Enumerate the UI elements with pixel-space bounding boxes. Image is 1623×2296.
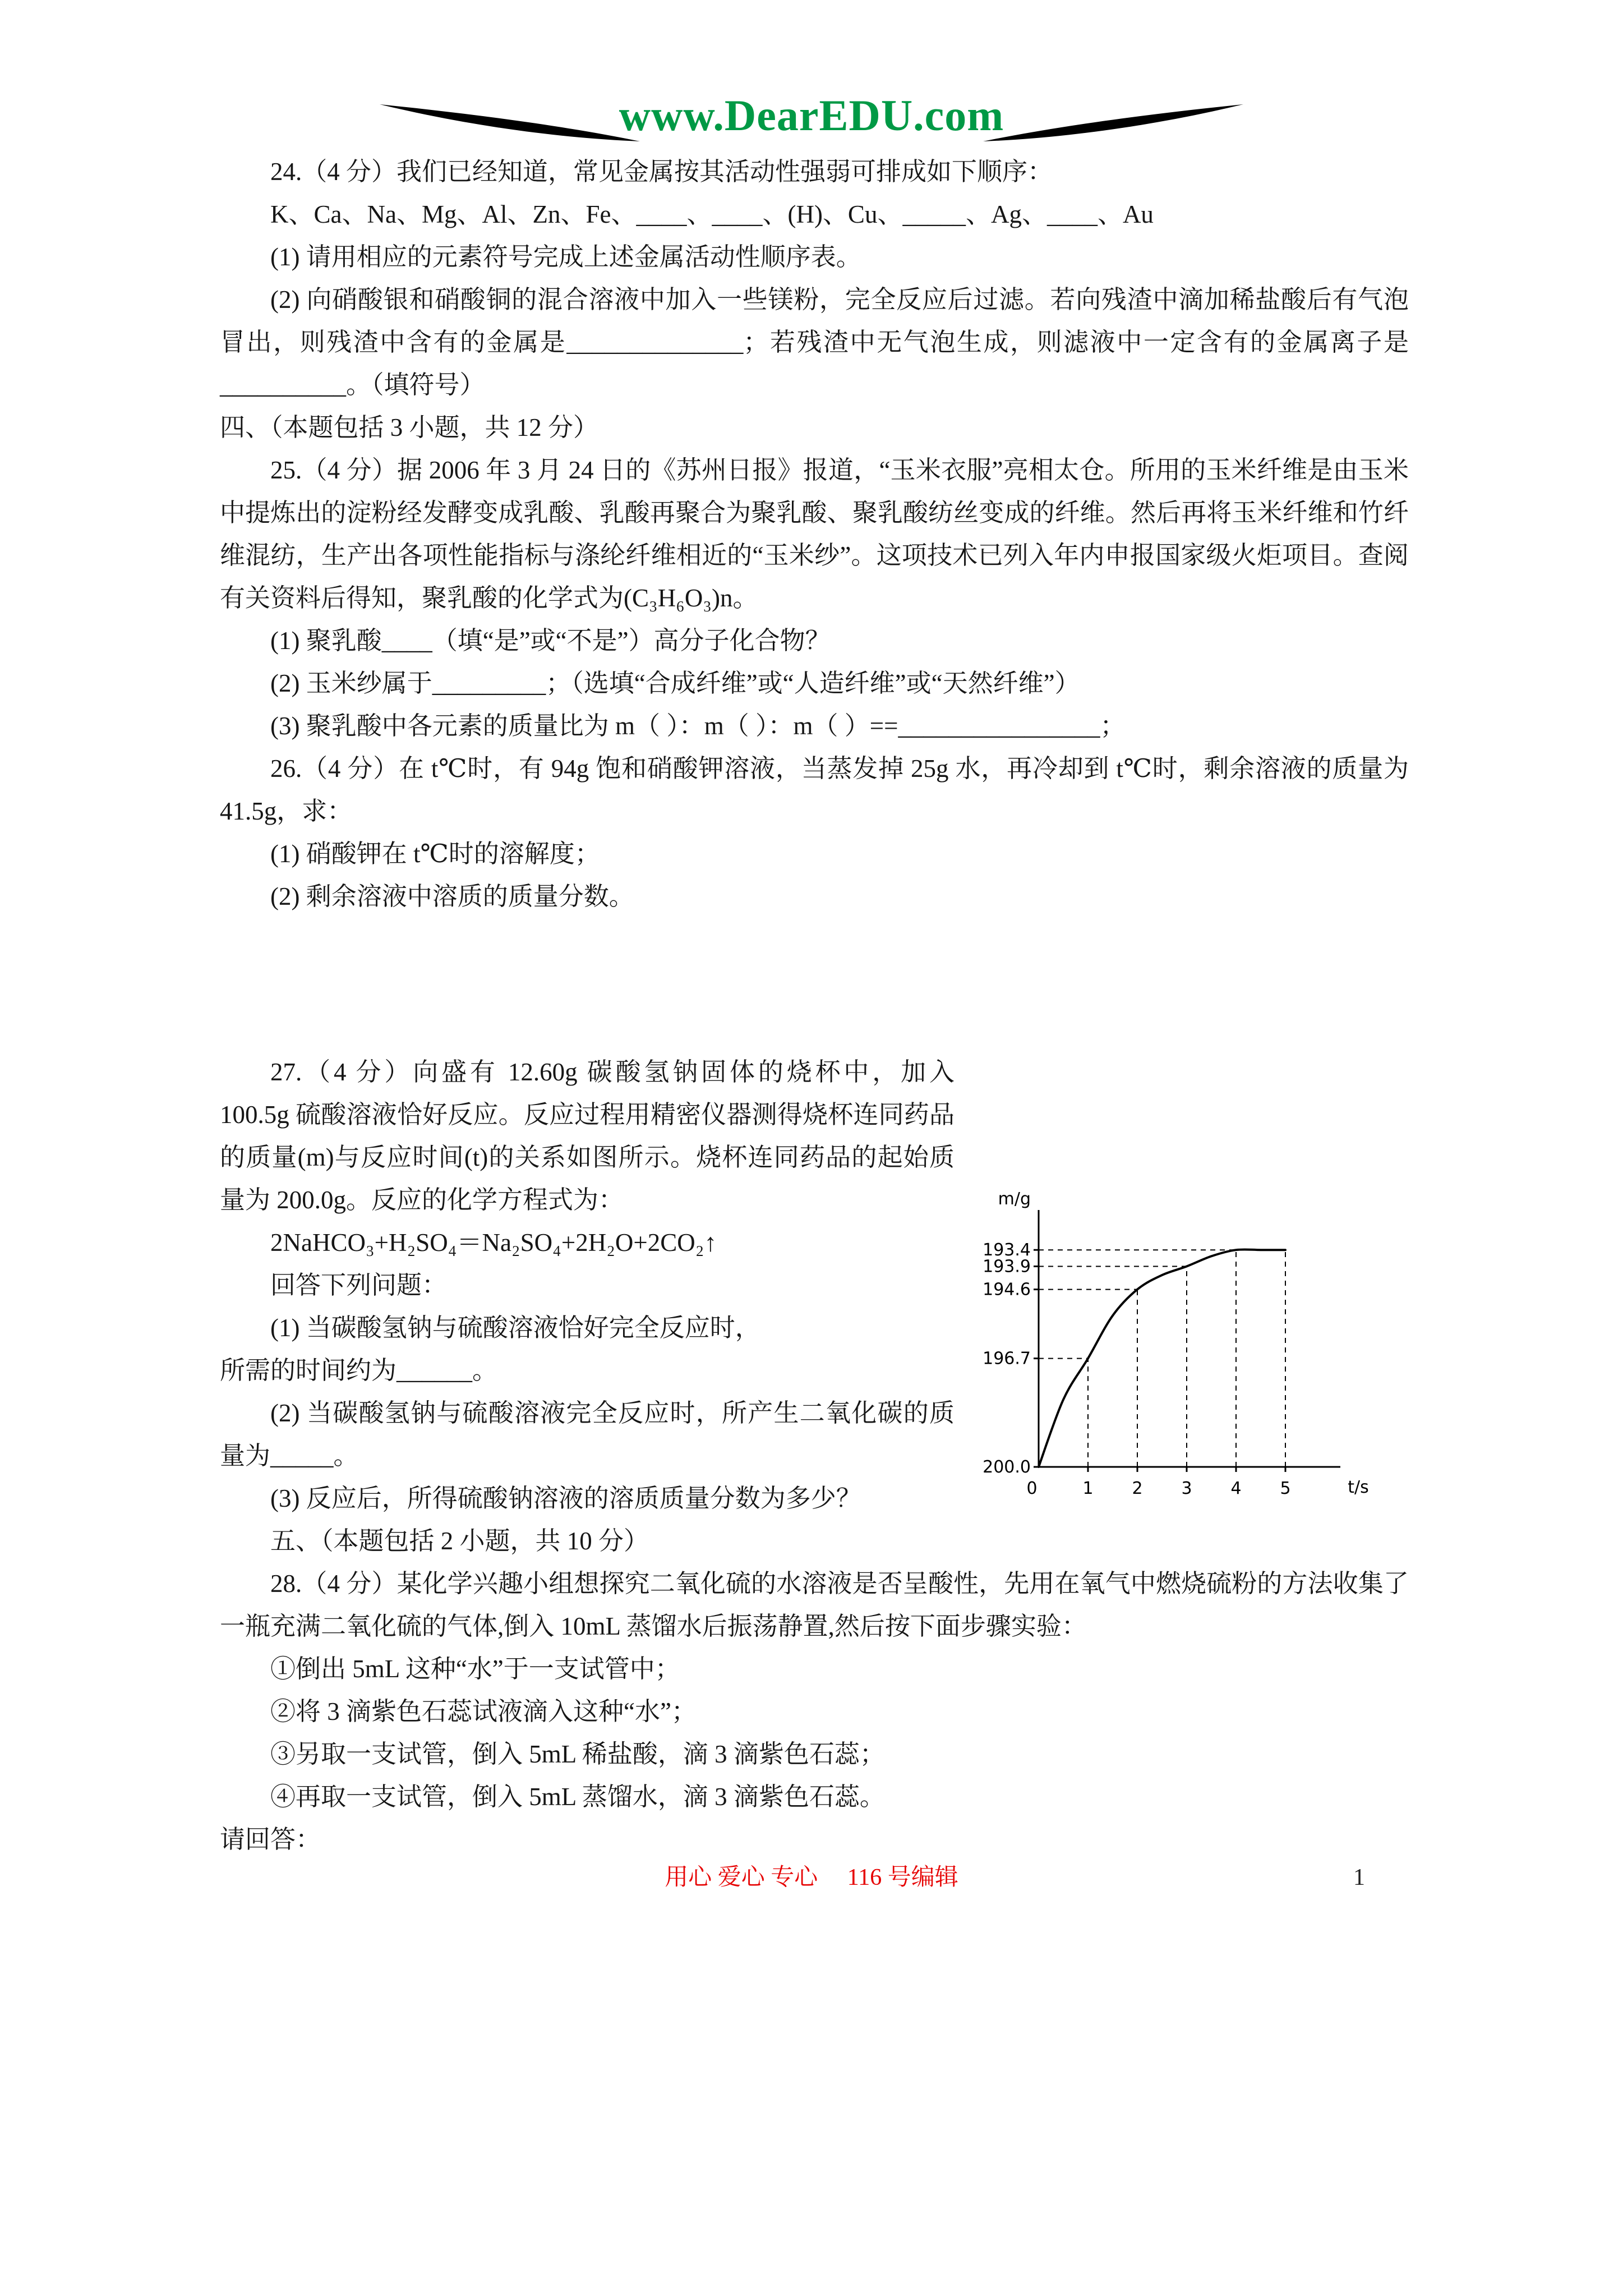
q28-step-4: ④再取一支试管，倒入 5mL 蒸馏水，滴 3 滴紫色石蕊。 [270,1783,885,1811]
svg-text:196.7: 196.7 [983,1349,1031,1369]
site-logo-text: www.DearEDU.com [619,91,1004,140]
page-number: 1 [1353,1865,1365,1890]
q24-item-2: (2) 向硝酸银和硝酸铜的混合溶液中加入一些镁粉，完全反应后过滤。若向残渣中滴加稀盐酸后有气泡冒出，则残渣中含有的金属是______________；若残渣中无气泡生成，则滤液中一定含有的金属离子是__________。（填符号） [220,286,1409,399]
q24-intro: 24.（4 分）我们已经知道，常见金属按其活动性强弱可排成如下顺序： [270,158,1053,186]
document-body [220,150,1409,1861]
q24-metal-activity-series: K、Ca、Na、Mg、Al、Zn、Fe、____、____、(H)、Cu、_____、Ag、____、Au [270,200,1154,228]
q28-step-2: ②将 3 滴紫色石蕊试液滴入这种“水”； [270,1697,697,1726]
q27-item-1-line-1: (1) 当碳酸氢钠与硫酸溶液恰好完全反应时， [270,1314,760,1342]
svg-text:194.6: 194.6 [983,1280,1031,1300]
svg-text:0: 0 [1026,1479,1038,1498]
q25-item-1: (1) 聚乳酸____（填“是”或“不是”）高分子化合物？ [270,627,831,655]
mass-time-chart [966,1175,1381,1512]
q24-item-1: (1) 请用相应的元素符号完成上述金属活动性顺序表。 [270,243,861,271]
svg-text:m/g: m/g [998,1189,1031,1209]
svg-text:193.4: 193.4 [983,1240,1031,1260]
svg-text:t/s: t/s [1348,1478,1369,1497]
question-27 [220,1051,1409,1520]
q27-item-1-line-2: 所需的时间约为______。 [220,1356,498,1384]
q27-item-3: (3) 反应后，所得硫酸钠溶液的溶质质量分数为多少？ [270,1484,861,1512]
q26-item-1: (1) 硝酸钾在 t℃时的溶解度； [270,840,600,868]
header-logo [0,77,1623,146]
q27-intro: 27.（4 分）向盛有 12.60g 碳酸氢钠固体的烧杯中，加入 100.5g 硫酸溶液恰好反应。反应过程用精密仪器测得烧杯连同药品的质量(m)与反应时间(t)的关系如图所示。烧杯连同药品的起始质量为 200.0g。反应的化学方程式为： [220,1058,955,1214]
svg-text:3: 3 [1181,1479,1192,1498]
q28-intro: 28.（4 分）某化学兴趣小组想探究二氧化硫的水溶液是否呈酸性，先用在氧气中燃烧硫粉的方法收集了一瓶充满二氧化硫的气体,倒入 10mL 蒸馏水后振荡静置,然后按下面步骤实验： [220,1570,1409,1640]
q27-item-2: (2) 当碳酸氢钠与硫酸溶液完全反应时，所产生二氧化碳的质量为_____。 [220,1399,955,1470]
svg-text:4: 4 [1230,1479,1242,1498]
footer-motto: 用心 爱心 专心 [665,1865,818,1890]
section-5-heading: 五、（本题包括 2 小题，共 10 分） [270,1527,649,1555]
q25-intro: 25.（4 分）据 2006 年 3 月 24 日的《苏州日报》报道，“玉米衣服”亮相太仓。所用的玉米纤维是由玉米中提炼出的淀粉经发酵变成乳酸、乳酸再聚合为聚乳酸、聚乳酸纺丝变成的纤维。然后再将玉米纤维和竹纤维混纺，生产出各项性能指标与涤纶纤维相近的“玉米纱”。这项技术已列入年内申报国家级火炬项目。查阅有关资料后得知，聚乳酸的化学式为(C₃H₆O₃)n。 [220,456,1409,612]
q26-intro: 26.（4 分）在 t℃时，有 94g 饱和硝酸钾溶液，当蒸发掉 25g 水，再冷却到 t℃时，剩余溶液的质量为 41.5g，求： [220,754,1409,825]
section-4-heading: 四、（本题包括 3 小题，共 12 分） [220,413,599,441]
svg-text:193.9: 193.9 [983,1257,1031,1277]
svg-text:2: 2 [1132,1479,1143,1498]
page-footer [0,1861,1623,1894]
logo-swoosh-right-icon [981,93,1244,149]
svg-text:200.0: 200.0 [983,1457,1031,1477]
svg-text:5: 5 [1280,1479,1291,1498]
footer-editor: 116 号编辑 [847,1865,958,1890]
q28-step-3: ③另取一支试管，倒入 5mL 稀盐酸，滴 3 滴紫色石蕊； [270,1740,885,1768]
q27-chemical-equation: 2NaHCO₃+H₂SO₄＝Na₂SO₄+2H₂O+2CO₂↑ [270,1228,717,1257]
q25-item-3: (3) 聚乳酸中各元素的质量比为 m（ ）：m（ ）：m（ ）==________________； [270,712,1126,740]
q27-prompt: 回答下列问题： [270,1271,448,1299]
svg-text:1: 1 [1082,1479,1094,1498]
q25-item-2: (2) 玉米纱属于_________；（选填“合成纤维”或“人造纤维”或“天然纤维”） [270,669,1080,697]
q26-item-2: (2) 剩余溶液中溶质的质量分数。 [270,882,634,910]
logo-swoosh-left-icon [379,93,642,149]
q28-outro: 请回答： [220,1825,321,1853]
q28-step-1: ①倒出 5mL 这种“水”于一支试管中； [270,1655,680,1683]
